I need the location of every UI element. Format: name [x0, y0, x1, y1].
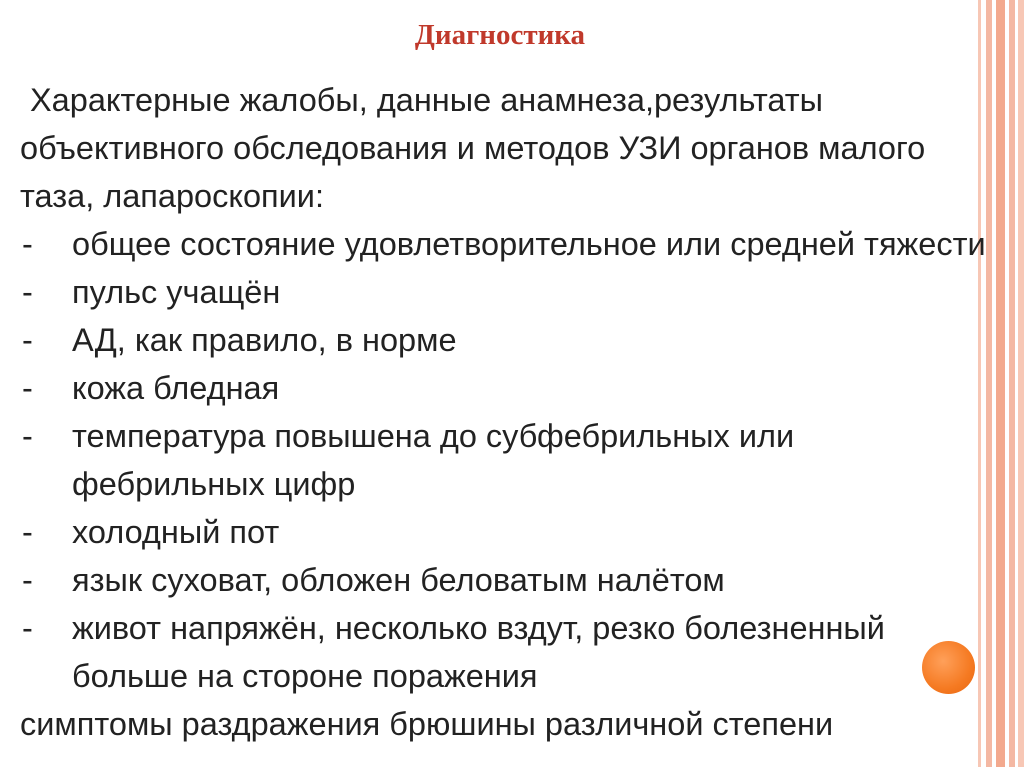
- list-item: [20, 508, 995, 556]
- list-item-text: живот напряжён, несколько вздут, резко болезненный больше на стороне поражения: [72, 610, 885, 694]
- trailing-line: симптомы раздражения брюшины различной степени: [20, 706, 834, 742]
- list-item-text: общее состояние удовлетворительное или средней тяжести: [72, 226, 986, 262]
- slide-content: [20, 76, 995, 748]
- list-item-text: пульс учащён: [72, 274, 281, 310]
- list-item-text: кожа бледная: [72, 370, 280, 406]
- list-item-text: температура повышена до субфебрильных или фебрильных цифр: [72, 418, 795, 502]
- list-item: [20, 268, 995, 316]
- orange-circle-decoration: [922, 641, 975, 694]
- list-item: [20, 556, 995, 604]
- list-item-text: АД, как правило, в норме: [72, 322, 457, 358]
- list-item: [20, 316, 995, 364]
- list-item-text: холодный пот: [72, 514, 280, 550]
- bullet-dash: -: [22, 418, 33, 454]
- bullet-dash: -: [22, 226, 33, 262]
- bullet-dash: -: [22, 370, 33, 406]
- slide-title: Диагностика: [414, 19, 586, 51]
- list-item: [20, 364, 995, 412]
- list-item-text: язык суховат, обложен беловатым налётом: [72, 562, 725, 598]
- bullet-dash: -: [22, 274, 33, 310]
- symptom-list: [20, 220, 995, 700]
- list-item: [20, 604, 995, 700]
- bullet-dash: -: [22, 322, 33, 358]
- bullet-dash: -: [22, 610, 33, 646]
- intro-paragraph: Характерные жалобы, данные анамнеза,результаты объективного обследования и методов УЗИ органов малого таза, лапароскопии:: [20, 82, 926, 214]
- bullet-dash: -: [22, 562, 33, 598]
- list-item: [20, 220, 995, 268]
- list-item: [20, 412, 995, 508]
- bullet-dash: -: [22, 514, 33, 550]
